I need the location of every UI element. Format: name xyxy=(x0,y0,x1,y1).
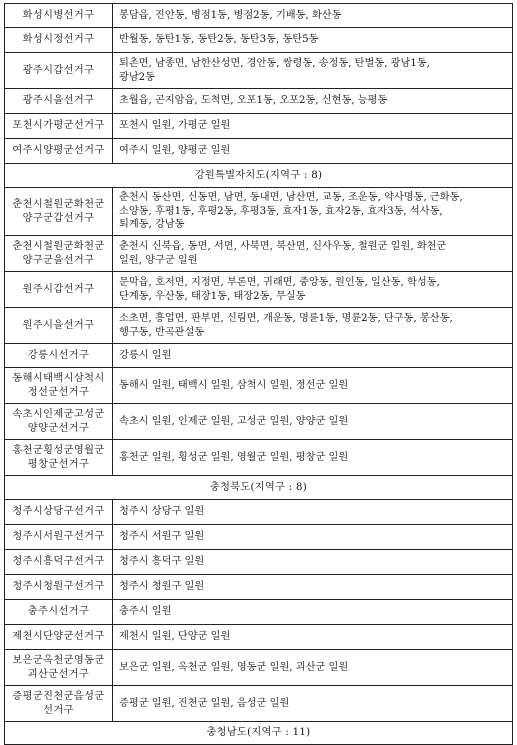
district-name: 청주시상당구선거구 xyxy=(12,506,105,518)
district-name-cell xyxy=(5,139,113,164)
district-name-cell xyxy=(5,600,113,625)
district-area-line: 포천시 일원, 가평군 일원 xyxy=(119,120,231,132)
district-name: 제천시단양군선거구 xyxy=(12,631,105,643)
district-area-line: 초월읍, 곤지암읍, 도척면, 오포1동, 오포2동, 신현동, 능평동 xyxy=(119,95,388,107)
district-name: 괴산군선거구 xyxy=(27,668,90,680)
district-name: 화성시정선거구 xyxy=(22,34,95,46)
region-header: 강원특별자치도(지역구 : 8) xyxy=(5,164,513,188)
district-area-line: 홍천군 일원, 횡성군 일원, 영월군 일원, 평창군 일원 xyxy=(119,451,349,463)
district-name: 여주시양평군선거구 xyxy=(12,145,105,157)
district-name-cell xyxy=(5,114,113,139)
district-name: 양구군갑선거구 xyxy=(22,212,95,224)
district-name: 청주시청원구선거구 xyxy=(12,581,105,593)
district-name-cell xyxy=(5,4,113,28)
district-row xyxy=(5,53,513,89)
district-area-cell xyxy=(113,4,513,28)
district-area-line: 청주시 흥덕구 일원 xyxy=(119,556,205,568)
district-area-cell xyxy=(113,625,513,650)
district-name: 포천시가평군선거구 xyxy=(12,120,105,132)
district-name-cell xyxy=(5,272,113,308)
district-area-line: 문막읍, 호저면, 지정면, 부론면, 귀래면, 중앙동, 원인동, 일산동, 학성동, xyxy=(119,277,440,288)
district-area-line: 퇴촌면, 남종면, 남한산성면, 경안동, 쌍령동, 송정동, 탄벌동, 광남1동, xyxy=(119,58,430,69)
district-row xyxy=(5,4,513,28)
district-area-line: 강릉시 일원 xyxy=(119,349,172,361)
district-name: 양양군선거구 xyxy=(27,422,90,434)
district-area-line: 일원, 양구군 일원 xyxy=(119,254,198,266)
district-area-cell xyxy=(113,53,513,89)
district-row xyxy=(5,308,513,344)
district-area-line: 단계동, 우산동, 태장1동, 태장2동, 무실동 xyxy=(119,290,306,302)
district-name: 충주시선거구 xyxy=(27,606,90,618)
region-header-row xyxy=(5,722,513,745)
district-name: 원주시갑선거구 xyxy=(22,283,95,295)
district-name-cell xyxy=(5,28,113,53)
table-body xyxy=(5,4,513,745)
district-name-cell xyxy=(5,404,113,440)
district-row xyxy=(5,550,513,575)
district-area-cell xyxy=(113,344,513,368)
district-name: 동해시태백시삼척시 xyxy=(12,373,105,384)
district-area-line: 증평군 일원, 진천군 일원, 음성군 일원 xyxy=(119,697,290,709)
district-area-cell xyxy=(113,550,513,575)
district-area-cell xyxy=(113,139,513,164)
district-area-cell xyxy=(113,404,513,440)
district-area-cell xyxy=(113,272,513,308)
district-area-line: 여주시 일원, 양평군 일원 xyxy=(119,145,231,157)
district-row xyxy=(5,440,513,476)
district-name-cell xyxy=(5,344,113,368)
district-name: 원주시을선거구 xyxy=(22,319,95,331)
district-name: 광주시을선거구 xyxy=(22,95,95,107)
district-area-line: 청주시 서원구 일원 xyxy=(119,531,205,543)
region-header-row xyxy=(5,476,513,500)
district-area-cell xyxy=(113,500,513,525)
district-row xyxy=(5,28,513,53)
district-name: 춘천시철원군화천군 xyxy=(12,241,105,252)
district-area-cell xyxy=(113,575,513,600)
district-area-cell xyxy=(113,188,513,236)
district-area-line: 봉담읍, 진안동, 병점1동, 병점2동, 기배동, 화산동 xyxy=(119,9,342,21)
district-area-line: 춘천시 동산면, 신동면, 남면, 동내면, 남산면, 교동, 조운동, 약사명동, 근화동, xyxy=(119,192,463,204)
district-name: 정선군선거구 xyxy=(27,386,90,398)
district-name-cell xyxy=(5,686,113,722)
district-area-line: 광남2동 xyxy=(119,71,156,83)
district-name-cell xyxy=(5,188,113,236)
region-header: 충청북도(지역구 : 8) xyxy=(5,476,513,500)
district-area-line: 충주시 일원 xyxy=(119,606,172,618)
district-row xyxy=(5,650,513,686)
district-row xyxy=(5,404,513,440)
district-area-line: 반월동, 동탄1동, 동탄2동, 동탄3동, 동탄5동 xyxy=(119,34,319,46)
district-area-cell xyxy=(113,368,513,404)
district-area-line: 속초시 일원, 인제군 일원, 고성군 일원, 양양군 일원 xyxy=(119,415,349,427)
district-area-line: 청주시 상당구 일원 xyxy=(119,506,205,518)
district-name-cell xyxy=(5,89,113,114)
district-row xyxy=(5,344,513,368)
district-name: 광주시갑선거구 xyxy=(22,64,95,76)
district-area-line: 소초면, 흥업면, 판부면, 신림면, 개운동, 명륜1동, 명륜2동, 단구동, 봉산동, xyxy=(119,313,453,324)
district-area-line: 동해시 일원, 태백시 일원, 삼척시 일원, 정선군 일원 xyxy=(119,379,349,391)
district-name-cell xyxy=(5,525,113,550)
district-area-line: 소양동, 후평1동, 후평2동, 후평3동, 효자1동, 효자2동, 효자3동, 석사동, xyxy=(119,205,443,217)
district-row xyxy=(5,272,513,308)
district-name-cell xyxy=(5,500,113,525)
district-area-cell xyxy=(113,308,513,344)
district-name-cell xyxy=(5,53,113,89)
district-area-cell xyxy=(113,236,513,272)
district-row xyxy=(5,575,513,600)
district-row xyxy=(5,236,513,272)
district-row xyxy=(5,114,513,139)
district-row xyxy=(5,686,513,722)
district-name: 홍천군횡성군영월군 xyxy=(12,445,105,456)
district-name: 양구군을선거구 xyxy=(22,254,95,266)
district-area-line: 제천시 일원, 단양군 일원 xyxy=(119,631,231,643)
district-name-cell xyxy=(5,368,113,404)
electoral-district-table xyxy=(4,3,513,745)
district-area-line: 춘천시 신북읍, 동면, 서면, 사북면, 북산면, 신사우동, 철원군 일원, 화천군 xyxy=(119,241,447,252)
district-area-cell xyxy=(113,686,513,722)
district-row xyxy=(5,525,513,550)
region-header: 충청남도(지역구 : 11) xyxy=(5,722,513,745)
district-name: 청주시흥덕구선거구 xyxy=(12,556,105,568)
district-name: 청주시서원구선거구 xyxy=(12,531,105,543)
district-name-cell xyxy=(5,625,113,650)
district-row xyxy=(5,600,513,625)
district-name: 화성시병선거구 xyxy=(22,9,95,21)
district-name: 선거구 xyxy=(43,704,74,716)
district-name: 강릉시선거구 xyxy=(27,349,90,361)
district-area-cell xyxy=(113,650,513,686)
district-area-line: 행구동, 반곡관설동 xyxy=(119,326,205,338)
district-area-cell xyxy=(113,89,513,114)
district-name-cell xyxy=(5,650,113,686)
district-name-cell xyxy=(5,236,113,272)
district-row xyxy=(5,500,513,525)
district-row xyxy=(5,89,513,114)
district-area-cell xyxy=(113,525,513,550)
district-name-cell xyxy=(5,575,113,600)
district-area-line: 퇴계동, 강남동 xyxy=(119,219,185,231)
region-header-row xyxy=(5,164,513,188)
district-area-cell xyxy=(113,600,513,625)
district-name: 속초시인제군고성군 xyxy=(12,409,105,420)
district-area-cell xyxy=(113,114,513,139)
district-row xyxy=(5,368,513,404)
district-area-cell xyxy=(113,28,513,53)
district-name: 보은군옥천군영동군 xyxy=(12,655,105,666)
district-row xyxy=(5,625,513,650)
district-name-cell xyxy=(5,440,113,476)
district-area-line: 청주시 청원구 일원 xyxy=(119,581,205,593)
district-row xyxy=(5,188,513,236)
district-area-line: 보은군 일원, 옥천군 일원, 영동군 일원, 괴산군 일원 xyxy=(119,661,349,673)
district-area-cell xyxy=(113,440,513,476)
district-name: 춘천시철원군화천군 xyxy=(12,199,105,210)
district-name-cell xyxy=(5,550,113,575)
district-name: 평창군선거구 xyxy=(27,458,90,470)
district-name: 증평군진천군음성군 xyxy=(12,691,105,702)
district-row xyxy=(5,139,513,164)
district-name-cell xyxy=(5,308,113,344)
